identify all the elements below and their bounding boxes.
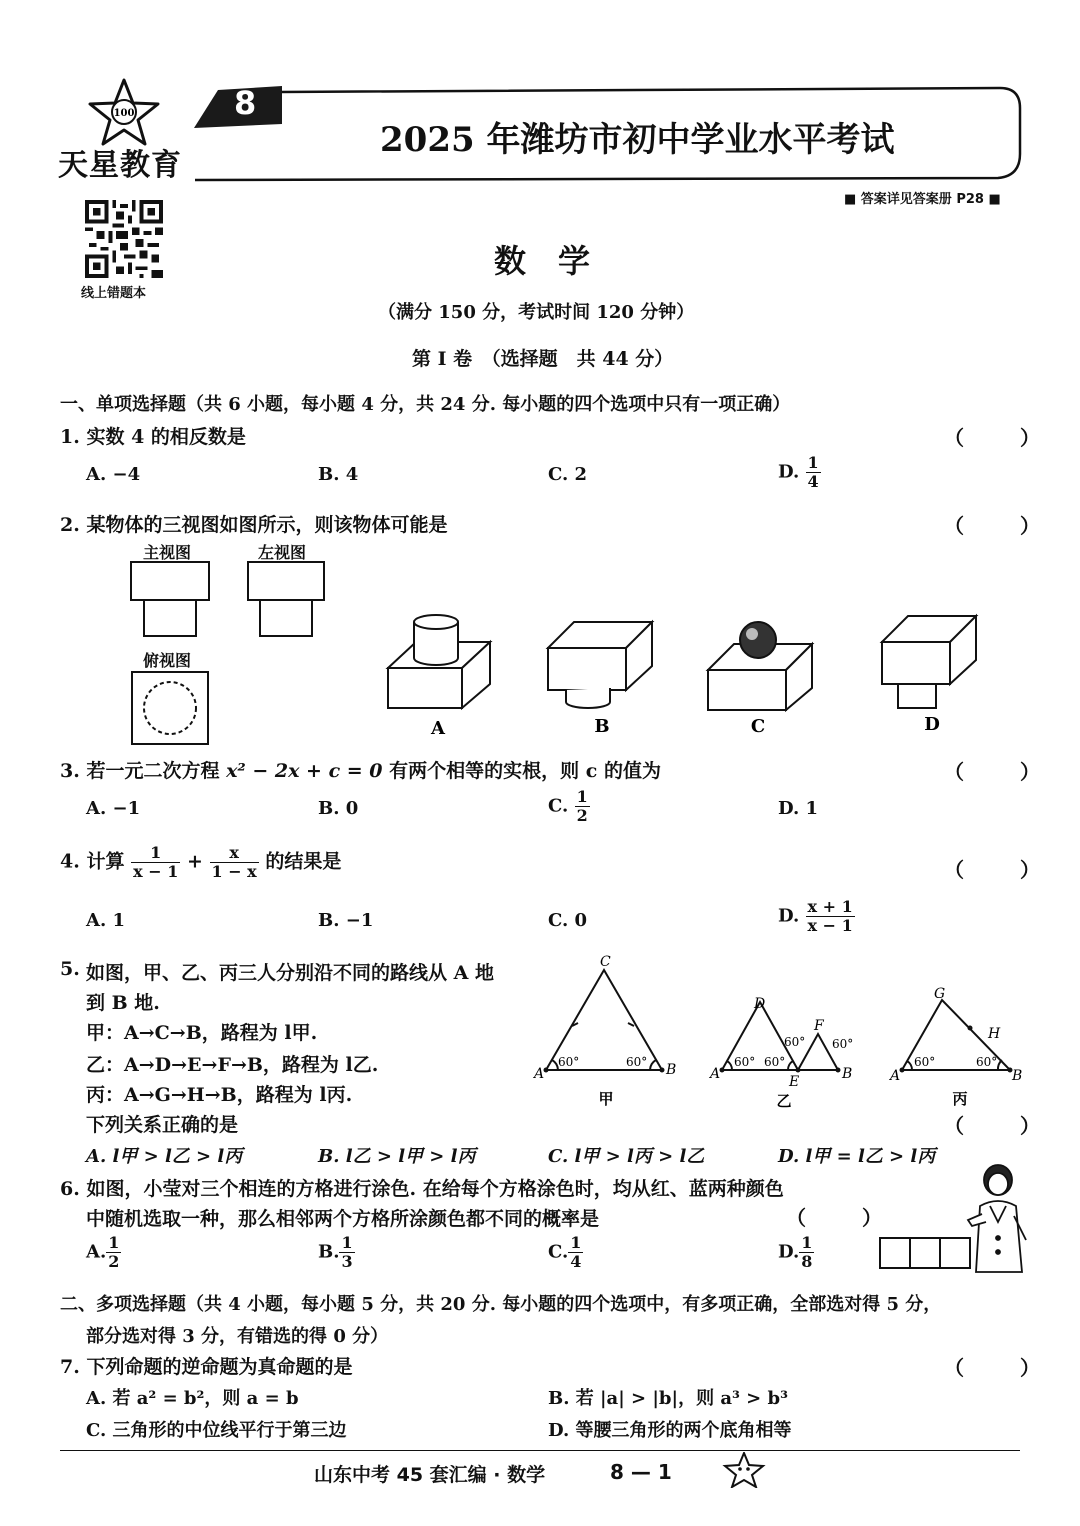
q6-stem-line-1	[60, 1174, 784, 1201]
q4-number: 4.	[60, 850, 80, 873]
angle-label: 60°	[784, 1035, 806, 1049]
q7-text: 下列命题的逆命题为真命题的是	[86, 1356, 353, 1378]
q2-figure	[120, 556, 1000, 746]
q4-option-d[interactable]	[778, 898, 855, 935]
q1-text: 实数 4 的相反数是	[86, 426, 246, 448]
q1-option-b[interactable]: B. 4	[318, 464, 359, 485]
q1-option-d-label: D.	[778, 461, 800, 483]
figure-label-yi: 乙	[776, 1092, 792, 1110]
q2-top-view-label: 俯视图	[143, 651, 192, 670]
option-a-solid	[388, 615, 490, 708]
vertex-f: F	[814, 1018, 824, 1034]
top-view-shape	[132, 672, 208, 744]
q4-option-d-label: D.	[778, 905, 800, 927]
q3-option-c-fraction: $\frac{1}{2}$	[576, 787, 588, 825]
q5-option-b[interactable]: B. l乙 > l甲 > l丙	[318, 1146, 476, 1167]
q2-number: 2.	[60, 514, 80, 536]
q4-option-d-fraction: $\frac{x + 1}{x - 1}$	[807, 897, 853, 935]
vertex-e: E	[789, 1074, 800, 1090]
subject-title: 数 学	[494, 242, 591, 280]
q2-side-view-label: 左视图	[258, 543, 307, 562]
front-view-shape	[131, 562, 209, 636]
q7-answer-blank[interactable]: （ ）	[944, 1356, 1058, 1380]
q7-option-c[interactable]: C. 三角形的中位线平行于第三边	[86, 1420, 347, 1441]
q4-text-post: 的结果是	[265, 850, 342, 873]
q3-answer-blank[interactable]: （ ）	[944, 760, 1058, 784]
brand-name: 天星教育	[58, 148, 182, 183]
logo-text: 100	[113, 108, 135, 119]
q1-option-d-fraction: $\frac{1}{4}$	[807, 453, 819, 491]
vertex-b-bing: B	[1012, 1068, 1023, 1084]
q2-text: 某物体的三视图如图所示，则该物体可能是	[86, 514, 448, 536]
q1-option-a[interactable]: A. −4	[86, 464, 141, 485]
q5-line-1: 如图，甲、乙、丙三人分别沿不同的路线从 A 地	[86, 962, 494, 984]
q3-text-pre: 若一元二次方程	[86, 760, 227, 782]
vertex-g: G	[934, 986, 946, 1002]
q2-stem	[60, 510, 447, 537]
q5-line-5: 丙：A→G→H→B，路程为 l丙.	[86, 1084, 353, 1106]
q7-option-a[interactable]: A. 若 a² = b²，则 a = b	[86, 1388, 299, 1409]
angle-label: 60°	[976, 1055, 998, 1069]
option-b-solid	[548, 622, 652, 708]
q6-option-b[interactable]: B. $\frac{1}{3}$	[318, 1233, 353, 1271]
footer-page: 8 — 1	[610, 1460, 672, 1484]
qr-caption: 线上错题本	[81, 286, 147, 301]
q4-text-pre: 计算	[86, 850, 125, 873]
angle-label: 60°	[558, 1055, 580, 1069]
q4-fraction-2: $\frac{x}{1 - x}$	[211, 843, 257, 881]
vertex-c: C	[600, 954, 611, 970]
q5-answer-blank[interactable]: （ ）	[944, 1114, 1058, 1138]
angle-label: 60°	[734, 1055, 756, 1069]
q4-option-b[interactable]: B. −1	[318, 910, 374, 931]
footer-rule	[60, 1450, 1020, 1451]
q1-answer-blank[interactable]: （ ）	[944, 426, 1058, 450]
q2-label-c[interactable]: C	[750, 716, 766, 737]
grid-cell	[910, 1238, 940, 1268]
q6-text-1: 如图，小莹对三个相连的方格进行涂色. 在给每个方格涂色时，均从红、蓝两种颜色	[86, 1178, 784, 1200]
q5-line-4: 乙：A→D→E→F→B，路程为 l乙.	[86, 1054, 379, 1076]
q2-label-a[interactable]: A	[431, 718, 445, 739]
q6-number: 6.	[60, 1178, 80, 1200]
star-logo-icon	[86, 78, 162, 148]
q3-number: 3.	[60, 760, 80, 782]
q2-label-d[interactable]: D	[924, 714, 940, 735]
star-mascot-icon	[722, 1452, 766, 1488]
q2-label-b[interactable]: B	[594, 716, 610, 737]
angle-label: 60°	[832, 1037, 854, 1051]
q3-option-c[interactable]	[548, 788, 590, 825]
footer-mascot	[722, 1452, 766, 1488]
q4-option-a[interactable]: A. 1	[86, 910, 126, 931]
q5-number: 5.	[60, 958, 80, 980]
q3-equation: x² − 2x + c = 0	[226, 760, 383, 782]
vertex-b-yi: B	[842, 1066, 853, 1082]
q2-answer-blank[interactable]: （ ）	[944, 514, 1058, 538]
q5-line-6: 下列关系正确的是	[86, 1114, 239, 1136]
angle-label: 60°	[626, 1055, 648, 1069]
grid-cell	[940, 1238, 970, 1268]
q1-option-d[interactable]	[778, 454, 821, 491]
vertex-a-bing: A	[890, 1068, 901, 1084]
option-d-solid	[882, 616, 976, 708]
vertex-h: H	[988, 1026, 1001, 1042]
q5-option-a[interactable]: A. l甲 > l乙 > l丙	[86, 1146, 243, 1167]
q4-fraction-1: $\frac{1}{x - 1}$	[133, 843, 179, 881]
q4-option-c[interactable]: C. 0	[548, 910, 588, 931]
q1-option-c[interactable]: C. 2	[548, 464, 588, 485]
logo	[86, 78, 162, 148]
q6-option-c[interactable]: C. $\frac{1}{4}$	[548, 1233, 582, 1271]
vertex-d: D	[754, 996, 766, 1012]
q5-figure	[530, 950, 1030, 1112]
q6-answer-blank[interactable]: （ ）	[786, 1206, 900, 1230]
q5-line-3: 甲：A→C→B，路程为 l甲.	[86, 1022, 318, 1044]
q2-front-view-label: 主视图	[143, 543, 192, 562]
exam-title: 2025 年潍坊市初中学业水平考试	[380, 120, 895, 160]
q7-number: 7.	[60, 1356, 80, 1378]
section-2-heading-cont: 部分选对得 3 分，有错选的得 0 分）	[86, 1326, 389, 1347]
q3-option-b[interactable]: B. 0	[318, 798, 359, 819]
answer-reference: ■ 答案详见答案册 P28 ■	[844, 192, 1001, 207]
q3-text-post: 有两个相等的实根，则 c 的值为	[382, 760, 661, 782]
q7-option-b[interactable]: B. 若 |a| > |b|，则 a³ > b³	[548, 1388, 788, 1409]
q5-line-2: 到 B 地.	[86, 992, 160, 1014]
q6-figure	[876, 1162, 1036, 1280]
q4-stem	[60, 844, 341, 881]
vertex-a-jia: A	[534, 1066, 545, 1082]
q1-stem	[60, 422, 246, 449]
q6-option-a[interactable]: A. $\frac{1}{2}$	[86, 1233, 120, 1271]
q1-number: 1.	[60, 426, 80, 448]
q7-option-d[interactable]: D. 等腰三角形的两个底角相等	[548, 1420, 792, 1441]
q3-option-a[interactable]: A. −1	[86, 798, 141, 819]
q4-answer-blank[interactable]: （ ）	[944, 858, 1058, 882]
side-view-shape	[248, 562, 324, 636]
section-1-heading: 一、单项选择题（共 6 小题，每小题 4 分，共 24 分. 每小题的四个选项中只有一项正确）	[60, 394, 791, 415]
section-2-heading: 二、多项选择题（共 4 小题，每小题 5 分，共 20 分. 每小题的四个选项中，有多项正确，全部选对得 5 分，	[60, 1294, 942, 1315]
grid-cell	[880, 1238, 910, 1268]
q4-plus: +	[186, 850, 203, 873]
vertex-a-yi: A	[710, 1066, 721, 1082]
exam-meta: （满分 150 分，考试时间 120 分钟）	[378, 302, 695, 323]
teacher-icon	[968, 1165, 1026, 1272]
part-title: 第 I 卷 （选择题 共 44 分）	[412, 348, 674, 370]
footer-text: 山东中考 45 套汇编 · 数学	[314, 1464, 546, 1486]
q3-option-d[interactable]: D. 1	[778, 798, 819, 819]
q6-text-2: 中随机选取一种，那么相邻两个方格所涂颜色都不同的概率是	[86, 1208, 600, 1230]
q5-option-d[interactable]: D. l甲 = l乙 > l丙	[778, 1146, 936, 1167]
vertex-b-jia: B	[666, 1062, 677, 1078]
option-c-solid	[708, 622, 812, 710]
figure-label-bing: 丙	[952, 1090, 968, 1108]
q6-option-d[interactable]: D. $\frac{1}{8}$	[778, 1233, 813, 1271]
q7-stem	[60, 1352, 352, 1379]
angle-label: 60°	[914, 1055, 936, 1069]
q3-stem	[60, 756, 661, 783]
qr-code[interactable]	[84, 200, 164, 278]
qr-code-icon	[84, 200, 164, 278]
q3-option-c-label: C.	[548, 795, 569, 817]
paper-number: 8	[234, 84, 257, 122]
q5-option-c[interactable]: C. l甲 > l丙 > l乙	[548, 1146, 705, 1167]
figure-label-jia: 甲	[598, 1090, 614, 1108]
angle-label: 60°	[764, 1055, 786, 1069]
